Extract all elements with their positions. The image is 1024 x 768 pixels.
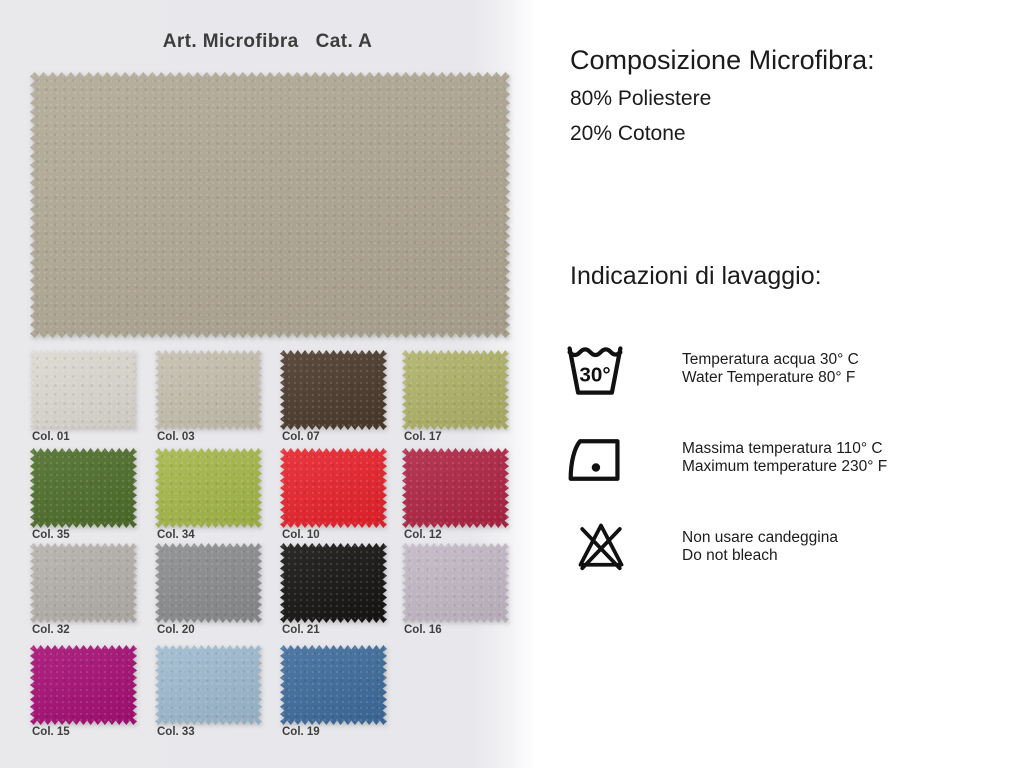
do-not-bleach-icon <box>576 518 626 574</box>
swatch-label: Col. 35 <box>32 529 70 541</box>
swatch-label: Col. 33 <box>157 726 195 738</box>
swatch-label: Col. 20 <box>157 624 195 636</box>
card-title: Art. Microfibra Cat. A <box>162 31 373 52</box>
swatch-label: Col. 19 <box>282 726 320 738</box>
main-fabric-swatch <box>30 72 510 338</box>
swatch-label: Col. 15 <box>32 726 70 738</box>
swatch-col-21 <box>280 543 387 636</box>
swatch-label: Col. 32 <box>32 624 70 636</box>
wash-temperature-text: Temperatura acqua 30° C Water Temperature 80° F <box>682 351 859 386</box>
composition-line: 20% Cotone <box>570 122 686 145</box>
swatch-label: Col. 34 <box>157 529 195 541</box>
composition-title: Composizione Microfibra: <box>570 45 875 75</box>
swatch-label: Col. 10 <box>282 529 320 541</box>
swatch-label: Col. 01 <box>32 431 70 443</box>
iron-temperature-text: Massima temperatura 110° C Maximum temperature 230° F <box>682 440 888 475</box>
swatch-label: Col. 03 <box>157 431 195 443</box>
swatch-label: Col. 17 <box>404 431 442 443</box>
swatch-col-15 <box>30 645 137 738</box>
info-panel <box>535 0 1024 768</box>
swatch-label: Col. 12 <box>404 529 442 541</box>
swatch-col-12 <box>402 448 509 541</box>
swatch-col-03 <box>155 350 262 443</box>
swatch-col-01 <box>30 350 137 443</box>
iron-low-icon <box>566 436 624 484</box>
swatch-col-07 <box>280 350 387 443</box>
wash-temp-value: 30° <box>579 363 611 387</box>
swatch-col-19 <box>280 645 387 738</box>
swatch-label: Col. 21 <box>282 624 320 636</box>
swatch-col-32 <box>30 543 137 636</box>
swatch-col-10 <box>280 448 387 541</box>
swatch-col-35 <box>30 448 137 541</box>
bleach-text: Non usare candeggina Do not bleach <box>682 529 838 564</box>
swatch-col-16 <box>402 543 509 636</box>
swatch-col-34 <box>155 448 262 541</box>
swatch-col-17 <box>402 350 509 443</box>
composition-line: 80% Poliestere <box>570 87 712 110</box>
swatch-col-20 <box>155 543 262 636</box>
swatch-col-33 <box>155 645 262 738</box>
swatch-label: Col. 07 <box>282 431 320 443</box>
wash-30-icon <box>564 344 626 398</box>
swatch-label: Col. 16 <box>404 624 442 636</box>
washing-title: Indicazioni di lavaggio: <box>570 262 822 290</box>
